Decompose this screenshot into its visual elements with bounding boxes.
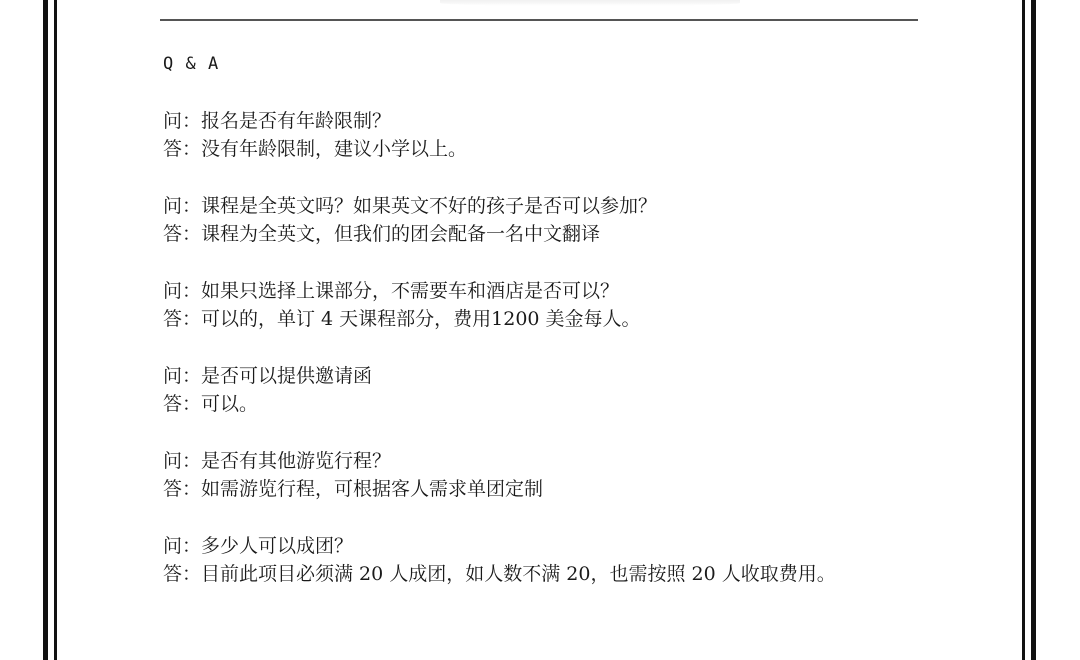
answer: 答：可以。 bbox=[163, 393, 259, 415]
qa-item-sightseeing bbox=[163, 447, 963, 503]
answer: 答：如需游览行程，可根据客人需求单团定制 bbox=[163, 478, 544, 500]
qa-item-course-only bbox=[163, 277, 963, 333]
answer: 答：没有年龄限制，建议小学以上。 bbox=[163, 138, 468, 160]
page-border-right-outer bbox=[1031, 0, 1036, 660]
top-divider bbox=[160, 19, 918, 21]
answer: 答：课程为全英文，但我们的团会配备一名中文翻译 bbox=[163, 223, 601, 245]
qa-item-age-limit bbox=[163, 107, 963, 163]
question: 问：多少人可以成团？ bbox=[163, 535, 354, 557]
qa-item-group-size bbox=[163, 532, 963, 588]
question: 问：是否有其他游览行程？ bbox=[163, 450, 392, 472]
answer: 答：目前此项目必须满 20 人成团，如人数不满 20，也需按照 20 人收取费用。 bbox=[163, 563, 836, 585]
page-border-left-outer bbox=[43, 0, 48, 660]
question: 问：如果只选择上课部分，不需要车和酒店是否可以？ bbox=[163, 280, 620, 302]
question: 问：报名是否有年龄限制？ bbox=[163, 110, 392, 132]
qa-item-invitation-letter bbox=[163, 362, 963, 418]
top-shadow bbox=[440, 0, 740, 6]
page-border-left-inner bbox=[54, 0, 57, 660]
answer: 答：可以的，单订 4 天课程部分，费用1200 美金每人。 bbox=[163, 308, 641, 330]
page-border-right-inner bbox=[1022, 0, 1025, 660]
question: 问：是否可以提供邀请函 bbox=[163, 365, 373, 387]
qa-section bbox=[163, 50, 963, 617]
question: 问：课程是全英文吗？如果英文不好的孩子是否可以参加？ bbox=[163, 195, 658, 217]
qa-item-english-course bbox=[163, 192, 963, 248]
qa-heading: Q & A bbox=[163, 54, 220, 74]
